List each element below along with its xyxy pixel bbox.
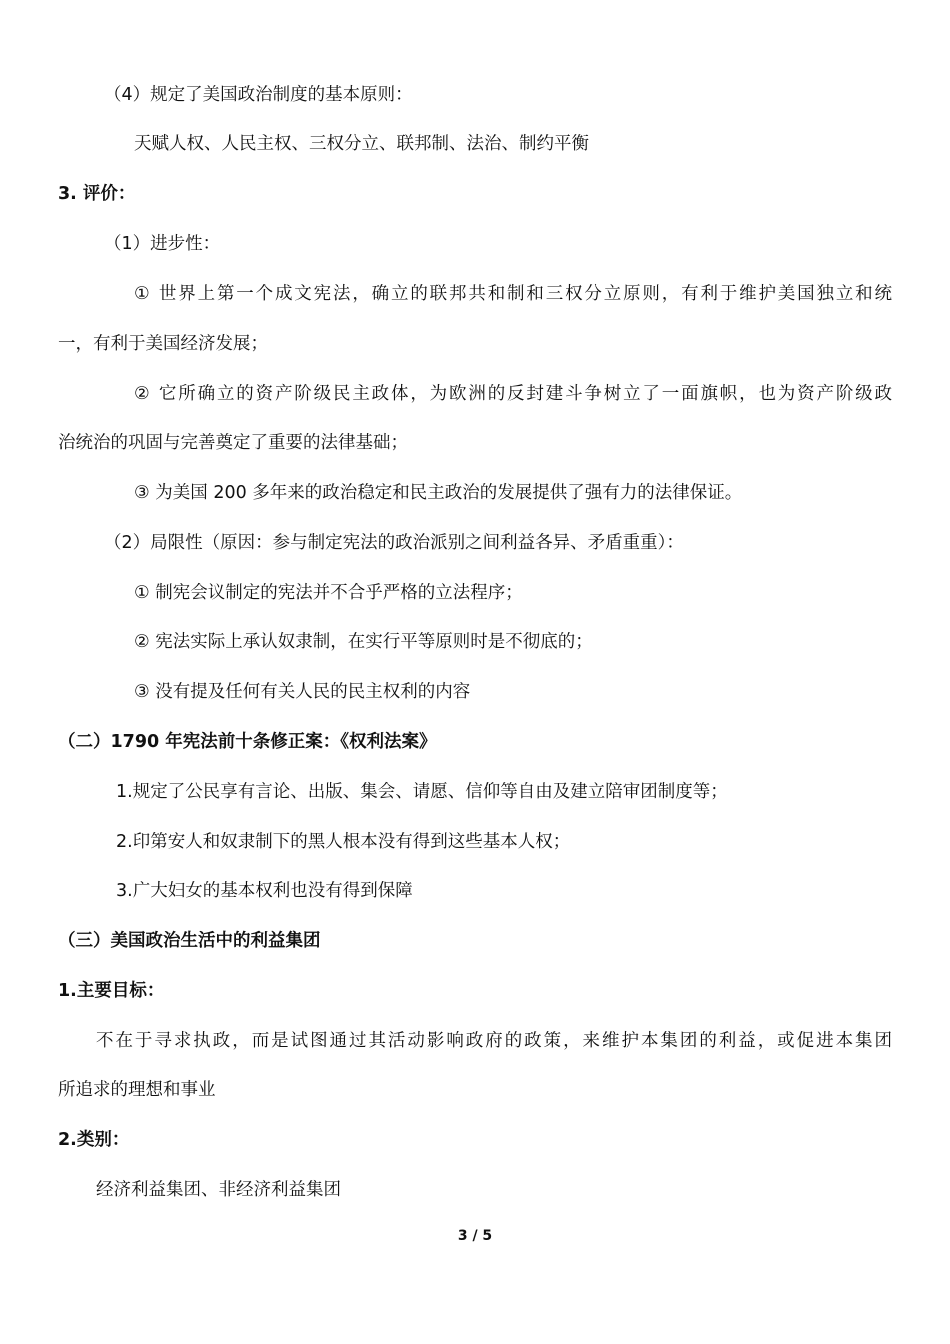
heading-bill-of-rights: （二）1790 年宪法前十条修正案：《权利法案》 — [58, 732, 437, 752]
item-4-principles: （4）规定了美国政治制度的基本原则： — [104, 85, 413, 105]
progressive-point-1: ① 世界上第一个成文宪法，确立的联邦共和制和三权分立原则，有利于维护美国独立和统 — [134, 284, 892, 304]
limitation-point-3: ③ 没有提及任何有关人民的民主权利的内容 — [134, 682, 471, 702]
limitation-point-1: ① 制宪会议制定的宪法并不合乎严格的立法程序； — [134, 583, 523, 603]
page-number: 3 / 5 — [457, 1228, 493, 1244]
main-goal-text-cont: 所追求的理想和事业 — [58, 1080, 216, 1100]
bill-point-1: 1.规定了公民享有言论、出版、集会、请愿、信仰等自由及建立陪审团制度等； — [116, 782, 728, 802]
principles-list: 天赋人权、人民主权、三权分立、联邦制、法治、制约平衡 — [134, 134, 589, 154]
progressive-point-1-cont: 一，有利于美国经济发展； — [58, 334, 268, 354]
heading-evaluation: 3. 评价： — [58, 184, 136, 204]
limitation-point-2: ② 宪法实际上承认奴隶制，在实行平等原则时是不彻底的； — [134, 632, 593, 652]
heading-main-goal: 1.主要目标： — [58, 981, 165, 1001]
item-limitations: （2）局限性（原因：参与制定宪法的政治派别之间利益各异、矛盾重重）： — [104, 533, 684, 553]
bill-point-2: 2.印第安人和奴隶制下的黑人根本没有得到这些基本人权； — [116, 832, 571, 852]
bill-point-3: 3.广大妇女的基本权利也没有得到保障 — [116, 881, 413, 901]
item-progressive: （1）进步性： — [104, 234, 221, 254]
heading-interest-groups: （三）美国政治生活中的利益集团 — [58, 931, 321, 951]
heading-categories: 2.类别： — [58, 1130, 130, 1150]
progressive-point-2: ② 它所确立的资产阶级民主政体，为欧洲的反封建斗争树立了一面旗帜，也为资产阶级政 — [134, 384, 892, 404]
categories-text: 经济利益集团、非经济利益集团 — [96, 1180, 341, 1200]
progressive-point-3: ③ 为美国 200 多年来的政治稳定和民主政治的发展提供了强有力的法律保证。 — [134, 483, 743, 503]
progressive-point-2-cont: 治统治的巩固与完善奠定了重要的法律基础； — [58, 433, 408, 453]
main-goal-text: 不在于寻求执政，而是试图通过其活动影响政府的政策，来维护本集团的利益，或促进本集团 — [96, 1031, 892, 1051]
